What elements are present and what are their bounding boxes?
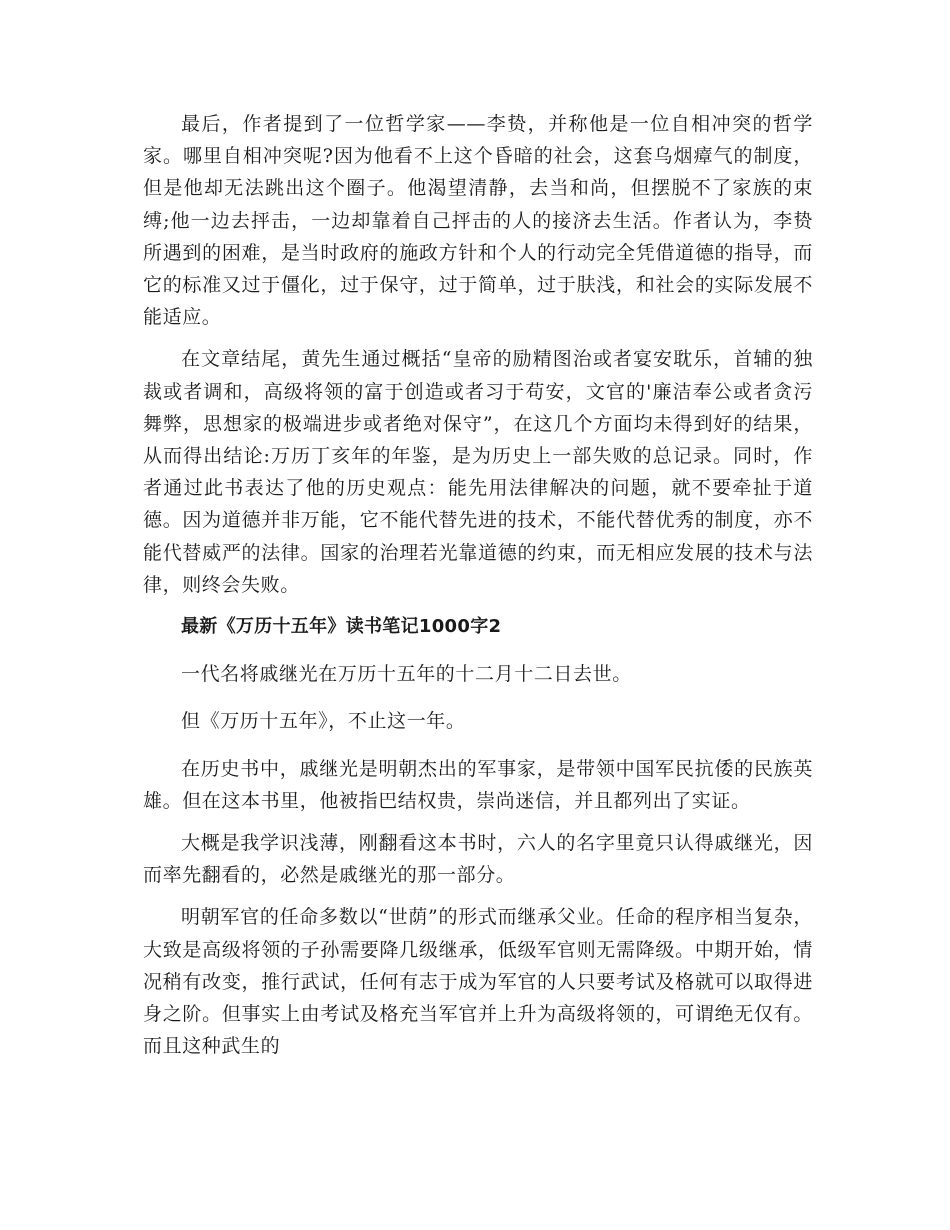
paragraph-conclusion: 在文章结尾，黄先生通过概括“皇帝的励精图治或者宴安耽乐，首辅的独裁或者调和，高级将领的富于创造或者习于苟安，文官的'廉洁奉公或者贪污舞弊，思想家的极端进步或者绝对保守”，在这几个方面均未得到好的结果，从而得出结论:万历丁亥年的年鉴，是为历史上一部失败的总记录。同时，作者通过此书表达了他的历史观点：能先用法律解决的问题，就不要牵扯于道德。因为道德并非万能，它不能代替先进的技术，不能代替优秀的制度，亦不能代替威严的法律。国家的治理若光靠道德的约束，而无相应发展的技术与法律，则终会失败。 <box>143 348 813 596</box>
paragraph-military-appointment: 明朝军官的任命多数以“世荫”的形式而继承父业。任命的程序相当复杂，大致是高级将领的子孙需要降几级继承，低级军官则无需降级。中期开始，情况稍有改变，推行武试，任何有志于成为军官的人只要考试及格就可以取得进身之阶。但事实上由考试及格充当军官并上升为高级将领的，可谓绝无仅有。而且这种武生的 <box>143 906 813 1058</box>
section-heading: 最新《万历十五年》读书笔记1000字2 <box>181 616 502 638</box>
paragraph-first-reading: 大概是我学识浅薄，刚翻看这本书时，六人的名字里竟只认得戚继光，因而率先翻看的，必然是戚继光的那一部分。 <box>143 832 813 887</box>
paragraph-qi-jiguang-death: 一代名将戚继光在万历十五年的十二月十二日去世。 <box>181 663 632 686</box>
paragraph-not-only-this-year: 但《万历十五年》，不止这一年。 <box>181 710 466 733</box>
document-page <box>143 108 813 1072</box>
paragraph-li-zhi: 最后，作者提到了一位哲学家——李贽，并称他是一位自相冲突的哲学家。哪里自相冲突呢?因为他看不上这个昏暗的社会，这套乌烟瘴气的制度，但是他却无法跳出这个圈子。他渴望清静，去当和尚，但摆脱不了家族的束缚;他一边去抨击，一边却靠着自己抨击的人的接济去生活。作者认为，李贽所遇到的困难，是当时政府的施政方针和个人的行动完全凭借道德的指导，而它的标准又过于僵化，过于保守，过于简单，过于肤浅，和社会的实际发展不能适应。 <box>143 113 813 329</box>
paragraph-history-books: 在历史书中，戚继光是明朝杰出的军事家，是带领中国军民抗倭的民族英雄。但在这本书里，他被指巴结权贵，崇尚迷信，并且都列出了实证。 <box>143 757 813 812</box>
